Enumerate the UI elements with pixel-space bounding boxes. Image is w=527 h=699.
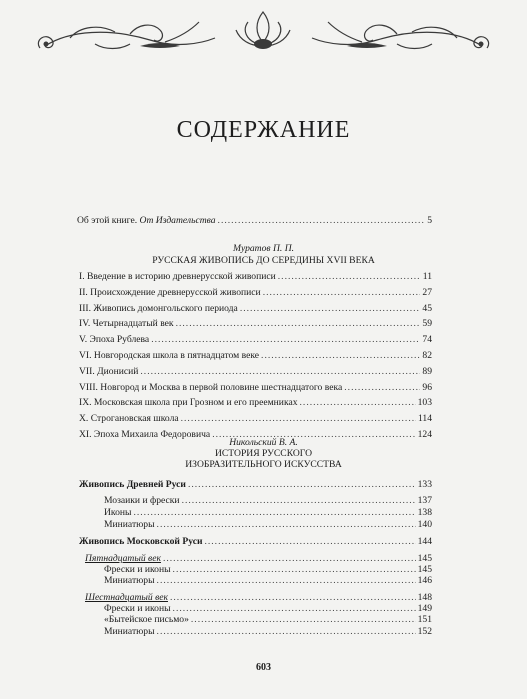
toc-entry-text: Пятнадцатый век <box>85 553 161 564</box>
toc-entry <box>104 614 432 626</box>
leader-dots <box>182 495 416 507</box>
toc-entry <box>79 479 432 491</box>
toc-entry-text: III. Живопись домонгольского периода <box>79 302 238 314</box>
toc-entry <box>79 334 432 346</box>
intro-text: Об этой книге. <box>77 215 140 226</box>
page-ref: 82 <box>422 350 432 361</box>
toc-entry-text: Фрески и иконы <box>104 564 171 575</box>
leader-dots <box>278 271 421 283</box>
toc-entry <box>79 350 432 362</box>
page-ref: 137 <box>417 495 432 506</box>
leader-dots <box>157 626 416 638</box>
header-ornament <box>0 0 527 70</box>
leader-dots <box>157 575 416 587</box>
toc-entry <box>79 271 432 283</box>
leader-dots <box>176 318 421 330</box>
toc-entry-text: Миниатюры <box>104 575 155 586</box>
page-ref: 138 <box>417 507 432 518</box>
toc-entry-text: X. Строгановская школа <box>79 413 179 425</box>
page-ref: 45 <box>422 302 432 314</box>
leader-dots <box>151 334 420 346</box>
page-ref: 148 <box>417 592 432 603</box>
page-ref: 152 <box>417 626 432 637</box>
toc-entry-text: Миниатюры <box>104 519 155 530</box>
toc-entry-text: Мозаики и фрески <box>104 495 180 506</box>
page-ref: 124 <box>417 429 432 440</box>
leader-dots <box>188 479 416 491</box>
leader-dots <box>300 397 416 409</box>
toc-entry <box>104 495 432 507</box>
toc-entry-text: «Бытейское письмо» <box>104 614 189 625</box>
leader-dots <box>191 614 416 626</box>
leader-dots <box>263 287 421 299</box>
page-ref: 149 <box>417 603 432 614</box>
page-ref: 146 <box>417 575 432 586</box>
toc-entry-text: Живопись Древней Руси <box>79 479 186 490</box>
toc-entry-text: V. Эпоха Рублева <box>79 334 150 346</box>
toc-entry <box>79 366 432 378</box>
leader-dots <box>140 366 420 378</box>
toc-entry-text: IX. Московская школа при Грозном и его преемниках <box>79 397 298 409</box>
section-title: РУССКАЯ ЖИВОПИСЬ ДО СЕРЕДИНЫ XVII ВЕКА <box>152 255 375 266</box>
section-title-line2: ИЗОБРАЗИТЕЛЬНОГО ИСКУССТВА <box>185 459 342 470</box>
toc-entry-text: Миниатюры <box>104 626 155 637</box>
section-title-line1: ИСТОРИЯ РУССКОГО <box>214 448 313 459</box>
toc-entry-text: Живопись Московской Руси <box>79 536 203 547</box>
leader-dots <box>261 350 420 362</box>
toc-entry <box>79 303 432 315</box>
page-ref: 103 <box>417 397 432 409</box>
leader-dots <box>218 215 426 227</box>
toc-entry-text: Иконы <box>104 507 132 518</box>
section-author: Никольский В. А. <box>229 437 298 448</box>
toc-entry-text: II. Происхождение древнерусской живописи <box>79 286 261 298</box>
toc-entry-text: VI. Новгородская школа в пятнадцатом веке <box>79 350 260 361</box>
toc-entry <box>79 413 432 425</box>
page-ref: 140 <box>417 519 432 530</box>
intro-italic: От Издательства <box>139 215 216 226</box>
toc-entry <box>79 287 432 299</box>
toc-entry <box>104 575 432 587</box>
page-ref: 5 <box>427 215 432 226</box>
page-ref: 74 <box>422 334 432 346</box>
toc-entry-text: VII. Дионисий <box>79 365 139 377</box>
toc-entry-text: VIII. Новгород и Москва в первой половине шестнадцатого века <box>79 381 343 393</box>
toc-entry-text: Шестнадцатый век <box>85 592 168 603</box>
page-ref: 145 <box>417 564 432 575</box>
page-ref: 11 <box>422 271 432 282</box>
page-title: СОДЕРЖАНИЕ <box>176 117 351 143</box>
leader-dots <box>181 413 416 425</box>
leader-dots <box>133 507 415 519</box>
toc-entry <box>104 519 432 531</box>
toc-entry-text: IV. Четырнадцатый век <box>79 318 174 330</box>
toc-entry-text: Фрески и иконы <box>104 603 171 614</box>
page-ref: 144 <box>417 536 432 547</box>
leader-dots <box>204 536 415 548</box>
toc-entry-text: XI. Эпоха Михаила Федоровича <box>79 429 211 440</box>
page-ref: 27 <box>422 286 432 298</box>
page-ref: 89 <box>422 365 432 377</box>
page-ref: 114 <box>417 413 432 425</box>
toc-entry-text: I. Введение в историю древнерусской живописи <box>79 271 276 282</box>
toc-entry <box>104 507 432 519</box>
page-ref: 145 <box>417 553 432 564</box>
leader-dots <box>157 519 416 531</box>
toc-entry <box>79 382 432 394</box>
section-author: Муратов П. П. <box>232 243 295 254</box>
toc-entry-intro <box>77 215 432 227</box>
leader-dots <box>240 303 421 315</box>
page-ref: 133 <box>417 479 432 490</box>
page-ref: 151 <box>417 614 432 625</box>
page-ref: 96 <box>422 381 432 393</box>
page-ref: 59 <box>422 318 432 330</box>
page-number: 603 <box>256 662 271 673</box>
toc-entry <box>104 626 432 638</box>
toc-entry <box>79 318 432 330</box>
toc-entry <box>79 397 432 409</box>
leader-dots <box>344 382 420 394</box>
toc-entry <box>79 536 432 548</box>
